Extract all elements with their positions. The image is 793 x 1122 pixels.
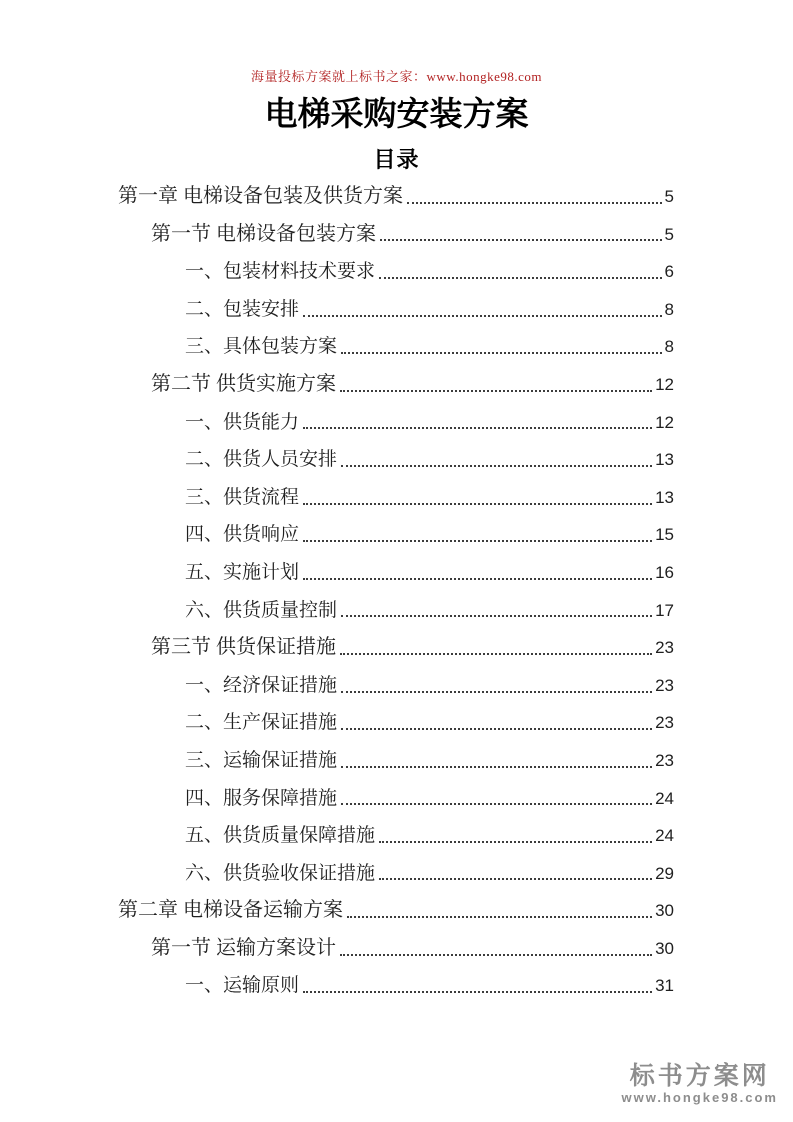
toc-leader-dots (341, 766, 652, 768)
toc-entry[interactable] (118, 216, 674, 254)
toc-entry[interactable] (118, 667, 674, 705)
toc-entry-page: 24 (655, 826, 674, 846)
toc-leader-dots (303, 427, 652, 429)
toc-leader-dots (341, 615, 652, 617)
toc-entry-label: 第二章 电梯设备运输方案 (118, 899, 343, 922)
toc-entry-label: 五、实施计划 (185, 561, 300, 583)
toc-entry[interactable] (118, 967, 674, 1005)
toc-entry[interactable] (118, 742, 674, 780)
page-header-promo-text: 海量投标方案就上标书之家：www.hongke98.com (251, 69, 542, 84)
toc-entry[interactable] (118, 780, 674, 818)
watermark (622, 1063, 779, 1106)
toc-entry-label: 第一节 电梯设备包装方案 (151, 222, 376, 245)
document-title: 电梯采购安装方案 (264, 97, 529, 133)
toc-entry-page: 17 (655, 600, 674, 620)
toc-entry-label: 五、供货质量保障措施 (185, 825, 376, 847)
toc-leader-dots (347, 916, 652, 918)
toc-entry-page: 13 (655, 487, 674, 507)
toc-leader-dots (341, 352, 662, 354)
toc-entry-label: 四、供货响应 (185, 524, 300, 546)
toc-entry[interactable] (118, 817, 674, 855)
toc-entry-label: 二、生产保证措施 (185, 712, 338, 734)
watermark-site-name: 标书方案网 (629, 1061, 770, 1090)
toc-entry[interactable] (118, 592, 674, 630)
toc-entry-page: 23 (655, 675, 674, 695)
toc-leader-dots (341, 465, 652, 467)
toc-leader-dots (303, 503, 652, 505)
toc-entry-page: 29 (655, 863, 674, 883)
toc-entry-label: 二、供货人员安排 (185, 449, 338, 471)
toc-leader-dots (303, 540, 652, 542)
toc-leader-dots (407, 202, 662, 204)
toc-entry-label: 三、具体包装方案 (185, 336, 338, 358)
watermark-site-url: www.hongke98.com (621, 1090, 778, 1106)
toc-leader-dots (380, 239, 662, 241)
toc-entry-page: 23 (655, 638, 674, 658)
toc-entry-label: 三、供货流程 (185, 486, 300, 508)
toc-entry[interactable] (118, 253, 674, 291)
toc-entry[interactable] (118, 516, 674, 554)
toc-leader-dots (340, 390, 652, 392)
toc-entry-page: 13 (655, 450, 674, 470)
toc-entry[interactable] (118, 554, 674, 592)
toc-leader-dots (341, 728, 652, 730)
toc-leader-dots (303, 315, 662, 317)
toc-entry-label: 一、运输原则 (185, 975, 300, 997)
toc-leader-dots (303, 578, 652, 580)
toc-entry[interactable] (118, 366, 674, 404)
toc-entry-label: 六、供货验收保证措施 (185, 862, 376, 884)
toc-entry[interactable] (118, 704, 674, 742)
toc-leader-dots (340, 954, 652, 956)
toc-entry-label: 一、供货能力 (185, 411, 300, 433)
toc-heading: 目录 (373, 147, 420, 172)
toc-entry[interactable] (118, 328, 674, 366)
toc-entry[interactable] (118, 930, 674, 968)
toc-entry-page: 23 (655, 713, 674, 733)
toc-entry-label: 三、运输保证措施 (185, 749, 338, 771)
toc-entry-page: 24 (655, 788, 674, 808)
toc-leader-dots (341, 691, 652, 693)
toc-leader-dots (379, 277, 662, 279)
toc-entry[interactable] (118, 855, 674, 893)
toc-entry-label: 四、服务保障措施 (185, 787, 338, 809)
toc-entry-page: 16 (655, 562, 674, 582)
toc-entry-page: 15 (655, 525, 674, 545)
toc-entry-label: 第二节 供货实施方案 (151, 372, 336, 395)
toc-entry[interactable] (118, 479, 674, 517)
toc-leader-dots (303, 991, 652, 993)
toc-entry-page: 12 (655, 412, 674, 432)
toc-entry[interactable] (118, 441, 674, 479)
toc-entry-page: 31 (655, 976, 674, 996)
toc-entry-page: 5 (664, 224, 674, 244)
toc-entry-label: 第三节 供货保证措施 (151, 636, 336, 659)
toc-entry[interactable] (118, 404, 674, 442)
toc-entry-label: 二、包装安排 (185, 298, 300, 320)
toc-entry[interactable] (118, 178, 674, 216)
toc-entry-label: 第一章 电梯设备包装及供货方案 (118, 185, 403, 207)
toc-leader-dots (341, 803, 652, 805)
toc-entry[interactable] (118, 892, 674, 930)
toc-entry[interactable] (118, 629, 674, 667)
toc-entry-page: 30 (655, 938, 674, 958)
toc-entry-page: 5 (664, 187, 674, 206)
toc-entry-page: 6 (664, 262, 674, 282)
toc-entry-label: 第一节 运输方案设计 (151, 936, 336, 959)
toc-entry-label: 一、包装材料技术要求 (185, 261, 376, 283)
toc-entry-page: 30 (655, 901, 674, 921)
toc-entry-page: 8 (664, 299, 674, 319)
toc-leader-dots (379, 841, 652, 843)
toc-leader-dots (379, 878, 652, 880)
toc-list (118, 178, 674, 1005)
toc-entry-page: 8 (664, 337, 674, 357)
toc-entry-page: 23 (655, 750, 674, 770)
toc-entry-label: 六、供货质量控制 (185, 599, 338, 621)
toc-entry-label: 一、经济保证措施 (185, 674, 338, 696)
toc-entry[interactable] (118, 291, 674, 329)
toc-leader-dots (340, 653, 652, 655)
toc-entry-page: 12 (655, 374, 674, 394)
